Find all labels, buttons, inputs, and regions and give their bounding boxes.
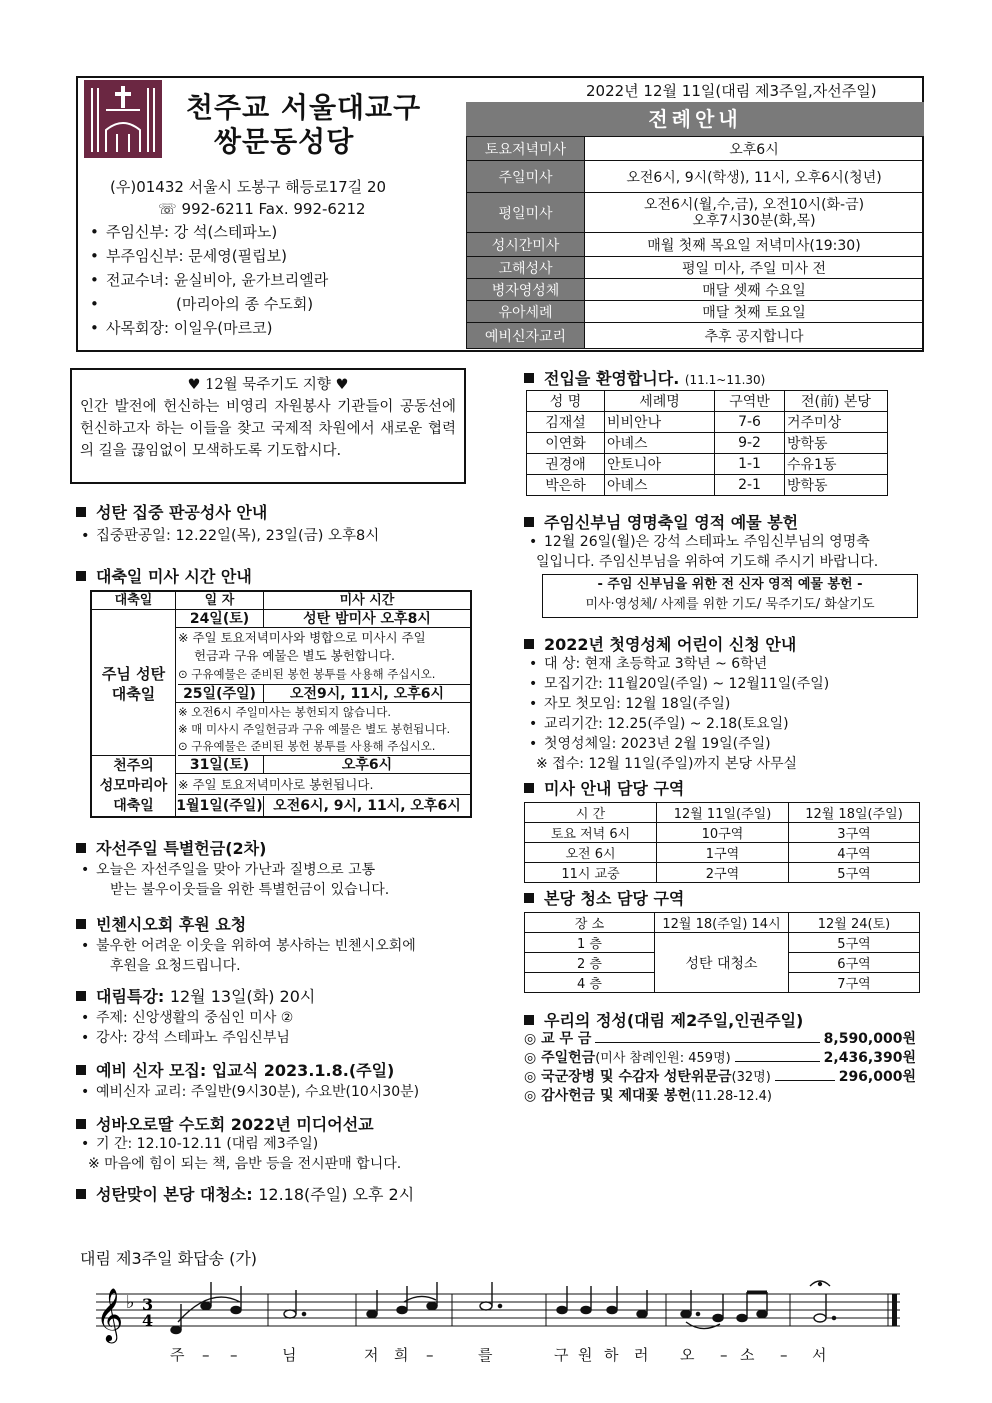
square-bullet-icon	[524, 639, 534, 649]
liturgy-value: 매달 첫째 토요일	[585, 301, 924, 323]
staff-pastor: • 주임신부: 강 석(스테파노)	[86, 220, 328, 244]
rosary-intention-text: 인간 발전에 헌신하는 비영리 자원봉사 기관들이 공동선에 헌신하고자 하는 이들을 찾고 국제적 차원에서 새로운 협력의 길을 끊임없이 모색하도록 기도합시다.	[80, 399, 456, 459]
liturgy-value: 평일 미사, 주일 미사 전	[585, 257, 924, 279]
lyric-syllable: 소	[740, 1346, 755, 1364]
welcome-head: 성 명	[527, 391, 605, 412]
square-bullet-icon	[524, 893, 534, 903]
section-cleaning: 성탄맞이 본당 대청소: 12.18(주일) 오후 2시	[76, 1182, 414, 1205]
clean-head: 장 소	[525, 913, 655, 933]
spiritual-offering-box	[542, 574, 918, 618]
section-welcome: 전입을 환영합니다. (11.1~11.30)	[524, 366, 765, 389]
liturgy-value: 오전6시, 9시(학생), 11시, 오후6시(청년)	[585, 161, 924, 193]
section-advent-lecture: 대림특강: 12월 13일(화) 20시	[76, 984, 315, 1007]
section-christmas-confession: 성탄 집중 판공성사 안내	[76, 500, 267, 523]
list-item: • 모집기간: 11월20일(주일) ~ 12월11일(주일)	[524, 674, 829, 694]
time-31: 오후6시	[264, 756, 470, 774]
section-catechumen: 예비 신자 모집: 입교식 2023.1.8.(주일)	[76, 1058, 394, 1081]
square-bullet-icon	[524, 517, 534, 527]
square-bullet-icon	[76, 843, 86, 853]
list-item: • 12월 26일(월)은 강석 스테파노 주임신부님의 영명축	[524, 532, 924, 552]
section-charity: 자선주일 특별헌금(2차)	[76, 836, 266, 859]
list-item: • 대 상: 현재 초등학교 3학년 ~ 6학년	[524, 654, 829, 674]
square-bullet-icon	[76, 1119, 86, 1129]
clean-duty-table	[524, 912, 920, 993]
pauline-list	[76, 1134, 401, 1174]
note-31: ※ 주일 토요저녁미사로 봉헌됩니다.	[178, 775, 470, 795]
liturgy-guide	[466, 102, 924, 349]
lyric-syllable: –	[720, 1346, 728, 1364]
lyric-syllable: 원	[578, 1346, 593, 1364]
table-row: 4 층 7구역	[525, 973, 920, 993]
feastday-text	[524, 532, 924, 572]
lyric-syllable: 희	[394, 1346, 409, 1364]
square-bullet-icon	[76, 1065, 86, 1075]
list-item: • 주제: 신앙생활의 중심인 미사 ②	[76, 1008, 293, 1028]
music-staff	[90, 1278, 910, 1368]
mass-duty-table	[524, 802, 920, 883]
christmas-confession-list	[76, 526, 379, 546]
welcome-table	[526, 390, 888, 496]
time-sig-top: 3	[142, 1295, 154, 1314]
mary-label-line: 천주의	[113, 758, 154, 774]
feast-head: 미사 시간	[339, 593, 395, 608]
clean-head: 12월 18(주일) 14시	[655, 913, 789, 933]
liturgy-label: 토요저녁미사	[467, 137, 585, 161]
charity-text	[76, 860, 389, 900]
lyric-syllable: 오	[680, 1346, 695, 1364]
cathedral-logo	[84, 80, 162, 158]
feast-head: 대축일	[92, 592, 176, 610]
square-bullet-icon	[524, 373, 534, 383]
list-item-cont: 받는 불우이웃들을 위한 특별헌금이 있습니다.	[110, 882, 390, 898]
note-line: ※ 주일 토요저녁미사와 병합으로 미사시 주일	[178, 630, 426, 645]
note-line: 헌금과 구유 예물은 별도 봉헌합니다.	[194, 648, 395, 663]
section-feast-mass: 대축일 미사 시간 안내	[76, 564, 252, 587]
section-offering: 우리의 정성(대림 제2주일,인권주일)	[524, 1008, 803, 1031]
duty-head: 시 간	[525, 803, 657, 823]
section-vincent: 빈첸시오회 후원 요청	[76, 912, 246, 935]
liturgy-value: 매월 첫째 목요일 저녁미사(19:30)	[585, 233, 924, 257]
section-pauline: 성바오로딸 수도회 2022년 미디어선교	[76, 1112, 374, 1135]
section-mass-duty: 미사 안내 담당 구역	[524, 776, 684, 799]
catechumen-list	[76, 1082, 419, 1102]
list-item-cont: 후원을 요청드립니다.	[110, 958, 241, 974]
mary-label	[92, 756, 176, 816]
box-title: - 주임 신부님을 위한 전 신자 영적 예물 봉헌 -	[597, 577, 863, 592]
liturgy-value: 추후 공지합니다	[585, 323, 924, 349]
note-line: ⊙ 구유예물은 준비된 봉헌 봉투를 사용해 주십시오.	[178, 739, 436, 753]
date-24: 24일(토)	[176, 610, 264, 628]
table-row: 김재설 비비안나 7-6 거주미상	[527, 412, 888, 433]
section-clean-duty: 본당 청소 담당 구역	[524, 886, 684, 909]
lyric-syllable: 님	[282, 1346, 297, 1364]
section-communion: 2022년 첫영성체 어린이 신청 안내	[524, 632, 796, 655]
staff-sisters-order: • (마리아의 종 수도회)	[86, 292, 328, 316]
feast-mass-table	[90, 590, 472, 818]
liturgy-title: 전례안내	[466, 102, 924, 136]
table-row: 권경애 안토니아 1-1 수유1동	[527, 454, 888, 475]
feast-head: 일 자	[176, 592, 264, 610]
list-item: • 자모 첫모임: 12월 18일(주일)	[524, 694, 829, 714]
lyric-syllable: 서	[812, 1346, 827, 1364]
liturgy-label: 예비신자교리	[467, 323, 585, 349]
list-item: • 기 간: 12.10-12.11 (대림 제3주일)	[76, 1134, 401, 1154]
duty-head: 12월 11일(주일)	[657, 803, 789, 823]
christmas-label	[92, 610, 176, 756]
notes-24	[178, 629, 470, 685]
lyric-syllable: –	[202, 1346, 210, 1364]
offering-row: ◎ 감사헌금 및 제대꽃 봉헌 (11.28-12.4)	[524, 1088, 772, 1104]
staff-council: • 사목회장: 이일우(마르코)	[86, 316, 328, 340]
offering-row: ◎ 교 무 금 8,590,000원	[524, 1031, 916, 1047]
lyric-syllable: 구	[554, 1346, 569, 1364]
box-text: 미사·영성체/ 사제를 위한 기도/ 묵주기도/ 화살기도	[585, 597, 875, 612]
mary-label-line: 대축일	[113, 798, 154, 814]
christmas-label-line: 대축일	[111, 685, 156, 703]
square-bullet-icon	[76, 507, 86, 517]
date-jan1: 1월1일(주일)	[176, 798, 263, 814]
table-row: 2 층 6구역	[525, 953, 920, 973]
staff-assistant: • 부주임신부: 문세영(필립보)	[86, 244, 328, 268]
list-item: • 집중판공일: 12.22일(목), 23일(금) 오후8시	[76, 526, 379, 546]
address: (우)01432 서울시 도봉구 해등로17길 20	[110, 178, 387, 196]
square-bullet-icon	[76, 991, 86, 1001]
lyric-syllable: 를	[478, 1346, 493, 1364]
lyric-syllable: 러	[634, 1346, 649, 1364]
list-item: • 불우한 어려운 이웃을 위하여 봉사하는 빈첸시오회에	[76, 936, 416, 956]
lyric-syllable: 하	[604, 1346, 619, 1364]
lyric-syllable: 주	[170, 1346, 185, 1364]
lyric-syllable: –	[780, 1346, 788, 1364]
table-row: 이연화 아녜스 9-2 방학동	[527, 433, 888, 454]
square-bullet-icon	[524, 1015, 534, 1025]
time-jan1: 오전6시, 9시, 11시, 오후6시	[273, 798, 461, 814]
offering-row: ◎ 주일헌금 (미사 참례인원: 459명) 2,436,390원	[524, 1050, 916, 1066]
table-row: 토요 저녁 6시 10구역 3구역	[525, 823, 920, 843]
liturgy-label: 유아세례	[467, 301, 585, 323]
advent-lecture-list	[76, 1008, 293, 1048]
treble-clef-icon: 𝄞	[96, 1287, 124, 1341]
square-bullet-icon	[76, 919, 86, 929]
table-row: 1 층 성탄 대청소 5구역	[525, 933, 920, 953]
square-bullet-icon	[76, 1189, 86, 1199]
list-note: ※ 접수: 12월 11일(주일)까지 본당 사무실	[536, 756, 798, 772]
phone-fax: ☏ 992-6211 Fax. 992-6212	[158, 200, 366, 218]
date-25: 25일(주일)	[176, 685, 264, 703]
note-line: ※ 매 미사시 주일헌금과 구유 예물은 별도 봉헌됩니다.	[178, 722, 451, 736]
liturgy-label: 성시간미사	[467, 233, 585, 257]
liturgy-label: 고해성사	[467, 257, 585, 279]
notes-25	[178, 704, 470, 756]
liturgy-value: 오전6시(월,수,금), 오전10시(화-금)	[643, 196, 865, 213]
flat-icon: ♭	[126, 1292, 135, 1313]
liturgy-label: 병자영성체	[467, 279, 585, 301]
offering-row: ◎ 국군장병 및 수감자 성탄위문금 (32명) 296,000원	[524, 1069, 916, 1085]
christmas-label-line: 주님 성탄	[101, 665, 166, 683]
duty-head: 12월 18일(주일)	[789, 803, 920, 823]
lyric-syllable: –	[230, 1346, 238, 1364]
liturgy-table	[466, 136, 924, 349]
rosary-intention-box	[70, 368, 466, 484]
list-item: • 첫영성체일: 2023년 2월 19일(주일)	[524, 734, 829, 754]
square-bullet-icon	[76, 571, 86, 581]
list-item: • 오늘은 자선주일을 맞아 가난과 질병으로 고통	[76, 860, 389, 880]
table-row: 박은하 아녜스 2-1 방학동	[527, 475, 888, 496]
vincent-text	[76, 936, 416, 976]
lyric-syllable: 저	[364, 1346, 379, 1364]
welcome-head: 구역반	[715, 391, 785, 412]
square-bullet-icon	[524, 783, 534, 793]
music-title: 대림 제3주일 화답송 (가)	[80, 1249, 258, 1268]
list-item-cont: 일입니다. 주임신부님을 위하여 기도해 주시기 바랍니다.	[536, 554, 879, 570]
communion-list	[524, 654, 829, 774]
date-31: 31일(토)	[176, 756, 264, 774]
list-item: • 강사: 강석 스테파노 주임신부님	[76, 1028, 293, 1048]
date-line: 2022년 12월 11일(대림 제3주일,자선주일)	[586, 82, 877, 100]
table-row: 11시 교중 2구역 5구역	[525, 863, 920, 883]
table-row: 오전 6시 1구역 4구역	[525, 843, 920, 863]
time-24: 성탄 밤미사 오후8시	[264, 610, 470, 628]
mary-label-line: 성모마리아	[99, 778, 168, 794]
list-item: • 교리기간: 12.25(주일) ~ 2.18(토요일)	[524, 714, 829, 734]
liturgy-label: 주일미사	[467, 161, 585, 193]
welcome-head: 전(前) 본당	[785, 391, 888, 412]
staff-list	[86, 220, 328, 340]
liturgy-value-2: 오후7시30분(화,목)	[692, 212, 816, 229]
section-feastday: 주임신부님 영명축일 영적 예물 봉헌	[524, 510, 798, 533]
parish-name-line2: 쌍문동성당	[214, 125, 355, 158]
lyric-syllable: –	[426, 1346, 434, 1364]
clean-head: 12월 24(토)	[789, 913, 920, 933]
welcome-head: 세례명	[605, 391, 715, 412]
liturgy-label: 평일미사	[467, 193, 585, 233]
note-line: ⊙ 구유예물은 준비된 봉헌 봉투를 사용해 주십시오.	[178, 667, 436, 681]
liturgy-value: 매달 셋째 수요일	[585, 279, 924, 301]
liturgy-value: 오후6시	[585, 137, 924, 161]
time-25: 오전9시, 11시, 오후6시	[264, 685, 470, 703]
rosary-intention-title: ♥ 12월 묵주기도 지향 ♥	[187, 377, 349, 393]
lyrics	[170, 1346, 827, 1364]
time-sig-bottom: 4	[142, 1311, 154, 1330]
list-item: • 예비신자 교리: 주일반(9시30분), 수요반(10시30분)	[76, 1082, 419, 1102]
offering-list	[524, 1030, 916, 1106]
staff-sisters: • 전교수녀: 윤실비아, 윤가브리엘라	[86, 268, 328, 292]
note-line: ※ 오전6시 주일미사는 봉헌되지 않습니다.	[178, 705, 391, 719]
merged-cell: 성탄 대청소	[655, 933, 789, 993]
parish-name-line1: 천주교 서울대교구	[186, 91, 422, 124]
list-item-note: ※ 마음에 힘이 되는 책, 음반 등을 전시판매 합니다.	[88, 1156, 402, 1172]
